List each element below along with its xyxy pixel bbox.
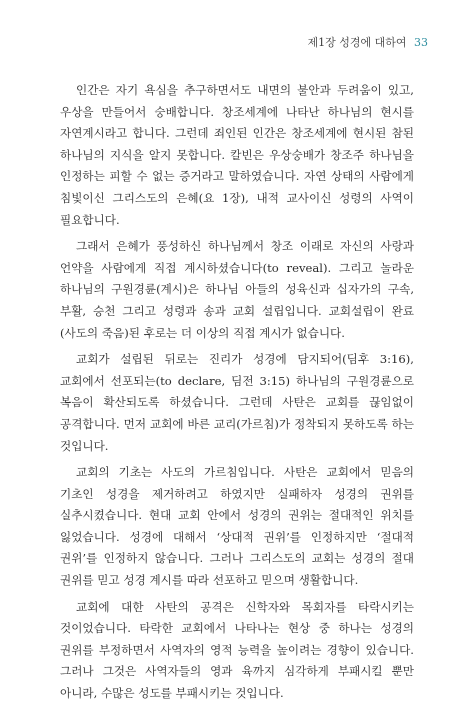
chapter-title: 제1장 성경에 대하여 <box>307 36 407 49</box>
paragraph-2: 그래서 은혜가 풍성하신 하나님께서 창조 이래로 자신의 사랑과 언약을 사람에게 직접 계시하셨습니다(to reveal). 그리고 놀라운 하나님의 구원경륜(계시)은 하나님 아들의 성육신과 십자가의 구속, 부활, 승천 그리고 성령과 송과 교회 설립입니다. 교회설립이 완료(사도의 죽음)된 후로는 더 이상의 직접 계시가 없습니다. <box>60 239 414 340</box>
paragraph-5: 교회에 대한 사탄의 공격은 신학자와 목회자를 타락시키는 것이었습니다. 타락한 교회에서 나타나는 현상 중 하나는 성경의 권위를 부정하면서 사역자의 영적 능력을 높이려는 경향이 있습니다. 그러나 그것은 사역자들의 영과 육까지 심각하게 부패시킬 뿐만 아니라, 수많은 성도를 부패시키는 것입니다. <box>60 599 414 701</box>
paragraph-1: 인간은 자기 욕심을 추구하면서도 내면의 불안과 두려움이 있고, 우상을 만들어서 숭배합니다. 창조세계에 나타난 하나님의 현시를 자연계시라고 합니다. 그런데 죄인된 인간은 창조세계에 현시된 참된 하나님의 지식을 알지 못합니다. 칼빈은 우상숭배가 창조주 하나님을 인정하는 피할 수 없는 증거라고 말하였습니다. 자연 상태의 사람에게 침빛이신 그리스도의 은혜(요 1장), 내적 교사이신 성령의 사역이 필요합니다. <box>60 83 414 227</box>
paragraph-4: 교회의 기초는 사도의 가르침입니다. 사탄은 교회에서 믿음의 기초인 성경을 제거하려고 하였지만 실패하자 성경의 권위를 실추시켰습니다. 현대 교회 안에서 성경의 권위는 절대적인 위치를 잃었습니다. 성경에 대해서 ‘상대적 권위’를 인정하지만 ‘절대적 권위’를 인정하지 않습니다. 그러나 그리스도의 교회는 성경의 절대 권위를 믿고 성경 계시를 따라 선포하고 믿으며 생활합니다. <box>60 465 414 588</box>
page-number: 33 <box>414 36 428 49</box>
body-text <box>60 80 414 710</box>
running-header <box>308 34 429 50</box>
paragraph-3: 교회가 설립된 뒤로는 진리가 성경에 담지되어(딤후 3:16), 교회에서 선포되는(to declare, 딤전 3:15) 하나님의 구원경륜으로 복음이 확산되도록 하셨습니다. 그런데 사탄은 교회를 끊임없이 공격합니다. 먼저 교회에 바른 교리(가르침)가 정착되지 못하도록 하는 것입니다. <box>60 352 414 453</box>
